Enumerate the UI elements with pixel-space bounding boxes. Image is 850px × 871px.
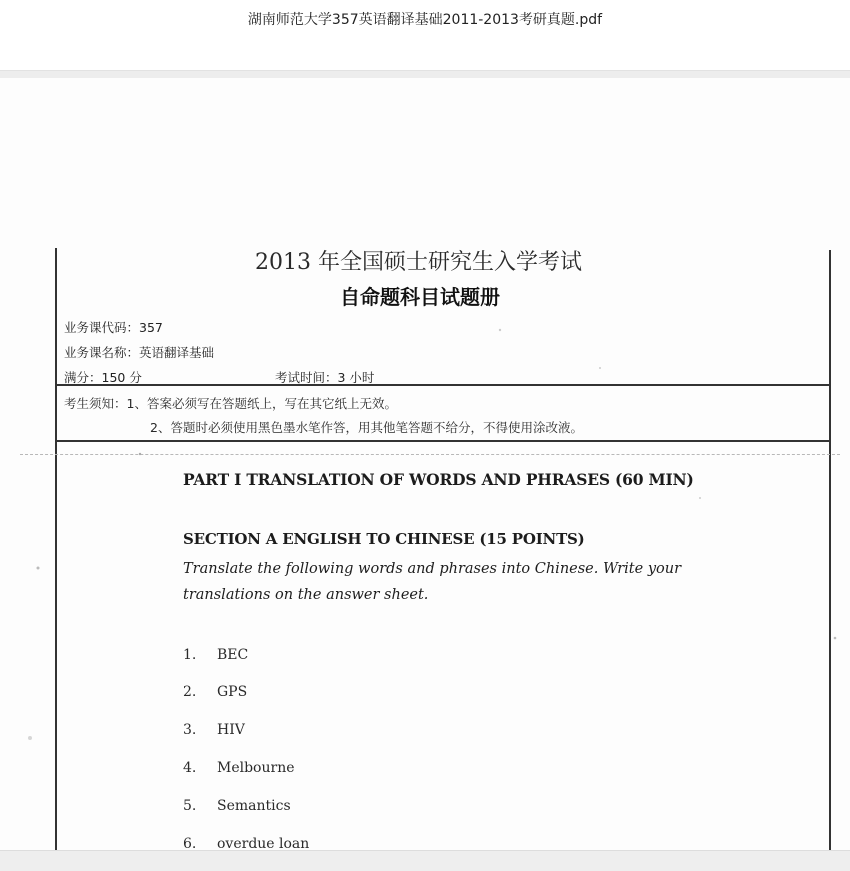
bottom-bar	[0, 850, 850, 871]
item-text: GPS	[217, 684, 248, 700]
item-text: Semantics	[217, 798, 291, 814]
course-name: 业务课名称：英语翻译基础	[64, 345, 215, 360]
item-number: 2.	[183, 684, 197, 700]
item-number: 4.	[183, 760, 197, 776]
notice-line-1: 考生须知：1、答案必须写在答题纸上，写在其它纸上无效。	[64, 396, 397, 411]
viewer-header	[0, 0, 850, 72]
full-score: 满分：150 分	[64, 370, 142, 385]
item-text: BEC	[217, 647, 249, 663]
instruction-line-1: Translate the following words and phrases into Chinese. Write your	[183, 561, 682, 577]
course-code: 业务课代码：357	[64, 320, 163, 335]
notice-line-2: 2、答题时必须使用黑色墨水笔作答，用其他笔答题不给分，不得使用涂改液。	[150, 420, 583, 435]
document-page[interactable]	[0, 78, 850, 850]
exam-time: 考试时间：3 小时	[275, 370, 375, 385]
item-text: Melbourne	[217, 760, 295, 776]
scan-noise	[0, 78, 850, 850]
item-number: 1.	[183, 647, 197, 663]
section-title: SECTION A ENGLISH TO CHINESE (15 POINTS)	[183, 530, 585, 548]
item-text: HIV	[217, 722, 245, 738]
item-number: 3.	[183, 722, 197, 738]
file-title: 湖南师范大学357英语翻译基础2011-2013考研真题.pdf	[247, 12, 603, 28]
exam-title: 2013 年全国硕士研究生入学考试	[255, 250, 582, 275]
item-text: overdue loan	[217, 836, 310, 850]
item-number: 6.	[183, 836, 197, 850]
item-number: 5.	[183, 798, 197, 814]
part-title: PART I TRANSLATION OF WORDS AND PHRASES (60 MIN)	[183, 470, 694, 489]
exam-subtitle: 自命题科目试题册	[340, 285, 500, 309]
instruction-line-2: translations on the answer sheet.	[183, 587, 429, 603]
